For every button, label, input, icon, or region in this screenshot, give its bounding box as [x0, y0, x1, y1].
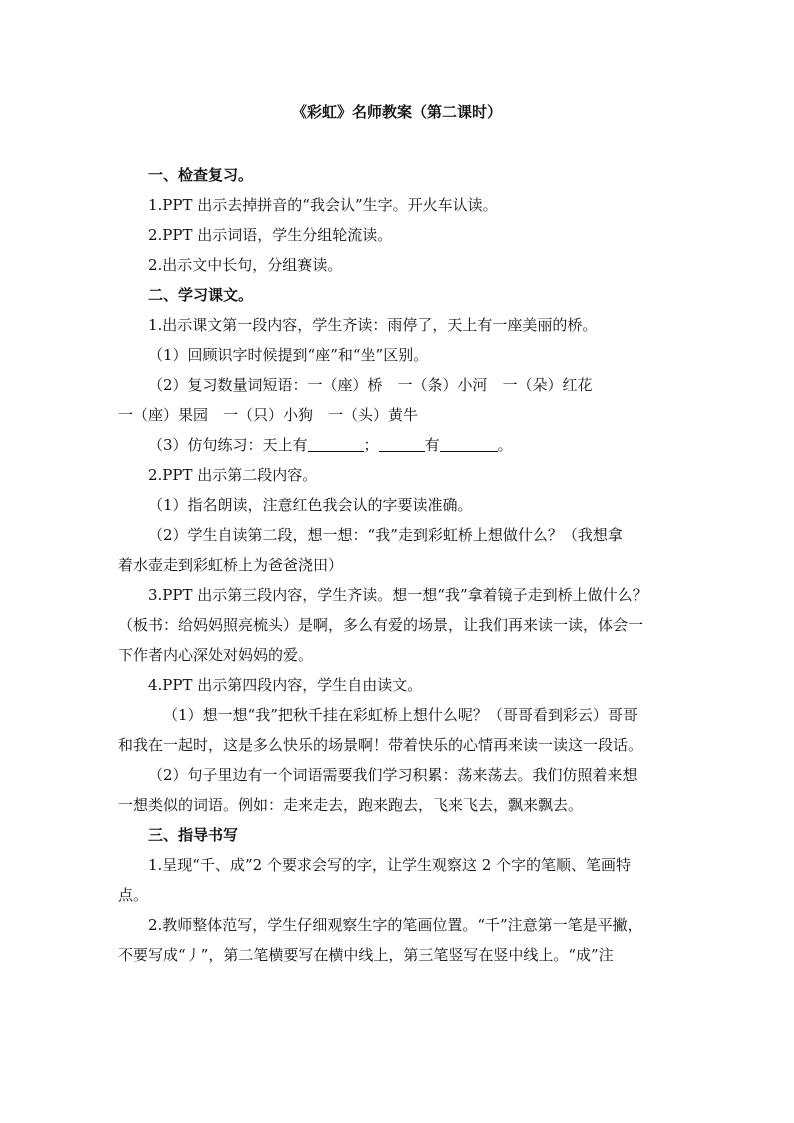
paragraph: 不要写成“丿”，第二笔横要写在横中线上，第三笔竖写在竖中线上。“成”注 — [118, 946, 614, 964]
paragraph: 2.PPT 出示词语，学生分组轮流读。 — [148, 226, 393, 244]
fill-in-exercise — [118, 430, 678, 460]
paragraph: 一想类似的词语。例如：走来走去，跑来跑去，飞来飞去，飘来飘去。 — [118, 796, 584, 814]
section-heading-study: 二、学习课文。 — [148, 286, 254, 304]
paragraph: 2.出示文中长句，分组赛读。 — [148, 256, 343, 274]
paragraph: （1）想一想“我”把秋千挂在彩虹桥上想什么呢？（哥哥看到彩云）哥哥 — [163, 706, 638, 724]
blank-line — [379, 433, 425, 452]
exercise-separator: ； — [363, 436, 379, 454]
paragraph: 1.PPT 出示去掉拼音的“我会认”生字。开火车认读。 — [148, 196, 498, 214]
paragraph: 3.PPT 出示第三段内容，学生齐读。想一想“我”拿着镜子走到桥上做什么？ — [148, 586, 648, 604]
paragraph: （2）复习数量词短语：一（座）桥 一（条）小河 一（朵）红花 — [148, 376, 593, 394]
blank-line — [440, 433, 498, 452]
paragraph: （2）句子里边有一个词语需要我们学习积累：荡来荡去。我们仿照着来想 — [148, 766, 638, 784]
paragraph: 下作者内心深处对妈妈的爱。 — [118, 646, 314, 664]
paragraph: 2.教师整体范写，学生仔细观察生字的笔画位置。“千”注意第一笔是平撇， — [148, 916, 643, 934]
paragraph: 点。 — [118, 886, 149, 904]
paragraph: 4.PPT 出示第四段内容，学生自由读文。 — [148, 676, 423, 694]
paragraph: 和我在一起时，这是多么快乐的场景啊！带着快乐的心情再来读一读这一段话。 — [118, 736, 644, 754]
exercise-end: 。 — [497, 436, 513, 454]
paragraph: 1.呈现“千、成”2 个要求会写的字，让学生观察这 2 个字的笔顺、笔画特 — [148, 856, 632, 874]
paragraph: 着水壶走到彩虹桥上为爸爸浇田） — [118, 556, 344, 574]
paragraph: 一（座）果园 一（只）小狗 一（头）黄牛 — [118, 406, 419, 424]
paragraph: （1）指名朗读，注意红色我会认的字要读准确。 — [148, 496, 473, 514]
paragraph: （2）学生自读第二段，想一想：“我”走到彩虹桥上想做什么？（我想拿 — [148, 526, 623, 544]
paragraph: 1.出示课文第一段内容，学生齐读：雨停了，天上有一座美丽的桥。 — [148, 316, 598, 334]
paragraph: （板书：给妈妈照亮梳头）是啊，多么有爱的场景，让我们再来读一读，体会一 — [118, 616, 644, 634]
exercise-word: 有 — [424, 436, 440, 454]
paragraph: （1）回顾识字时候提到“座”和“坐”区别。 — [148, 346, 429, 364]
section-heading-review: 一、检查复习。 — [148, 166, 254, 184]
section-heading-writing: 三、指导书写 — [148, 826, 239, 844]
document-body — [118, 160, 678, 970]
page-title: 《彩虹》名师教案（第二课时） — [291, 103, 502, 121]
paragraph: 2.PPT 出示第二段内容。 — [148, 466, 318, 484]
exercise-prompt: （3）仿句练习：天上有 — [148, 436, 308, 454]
blank-line — [308, 433, 364, 452]
